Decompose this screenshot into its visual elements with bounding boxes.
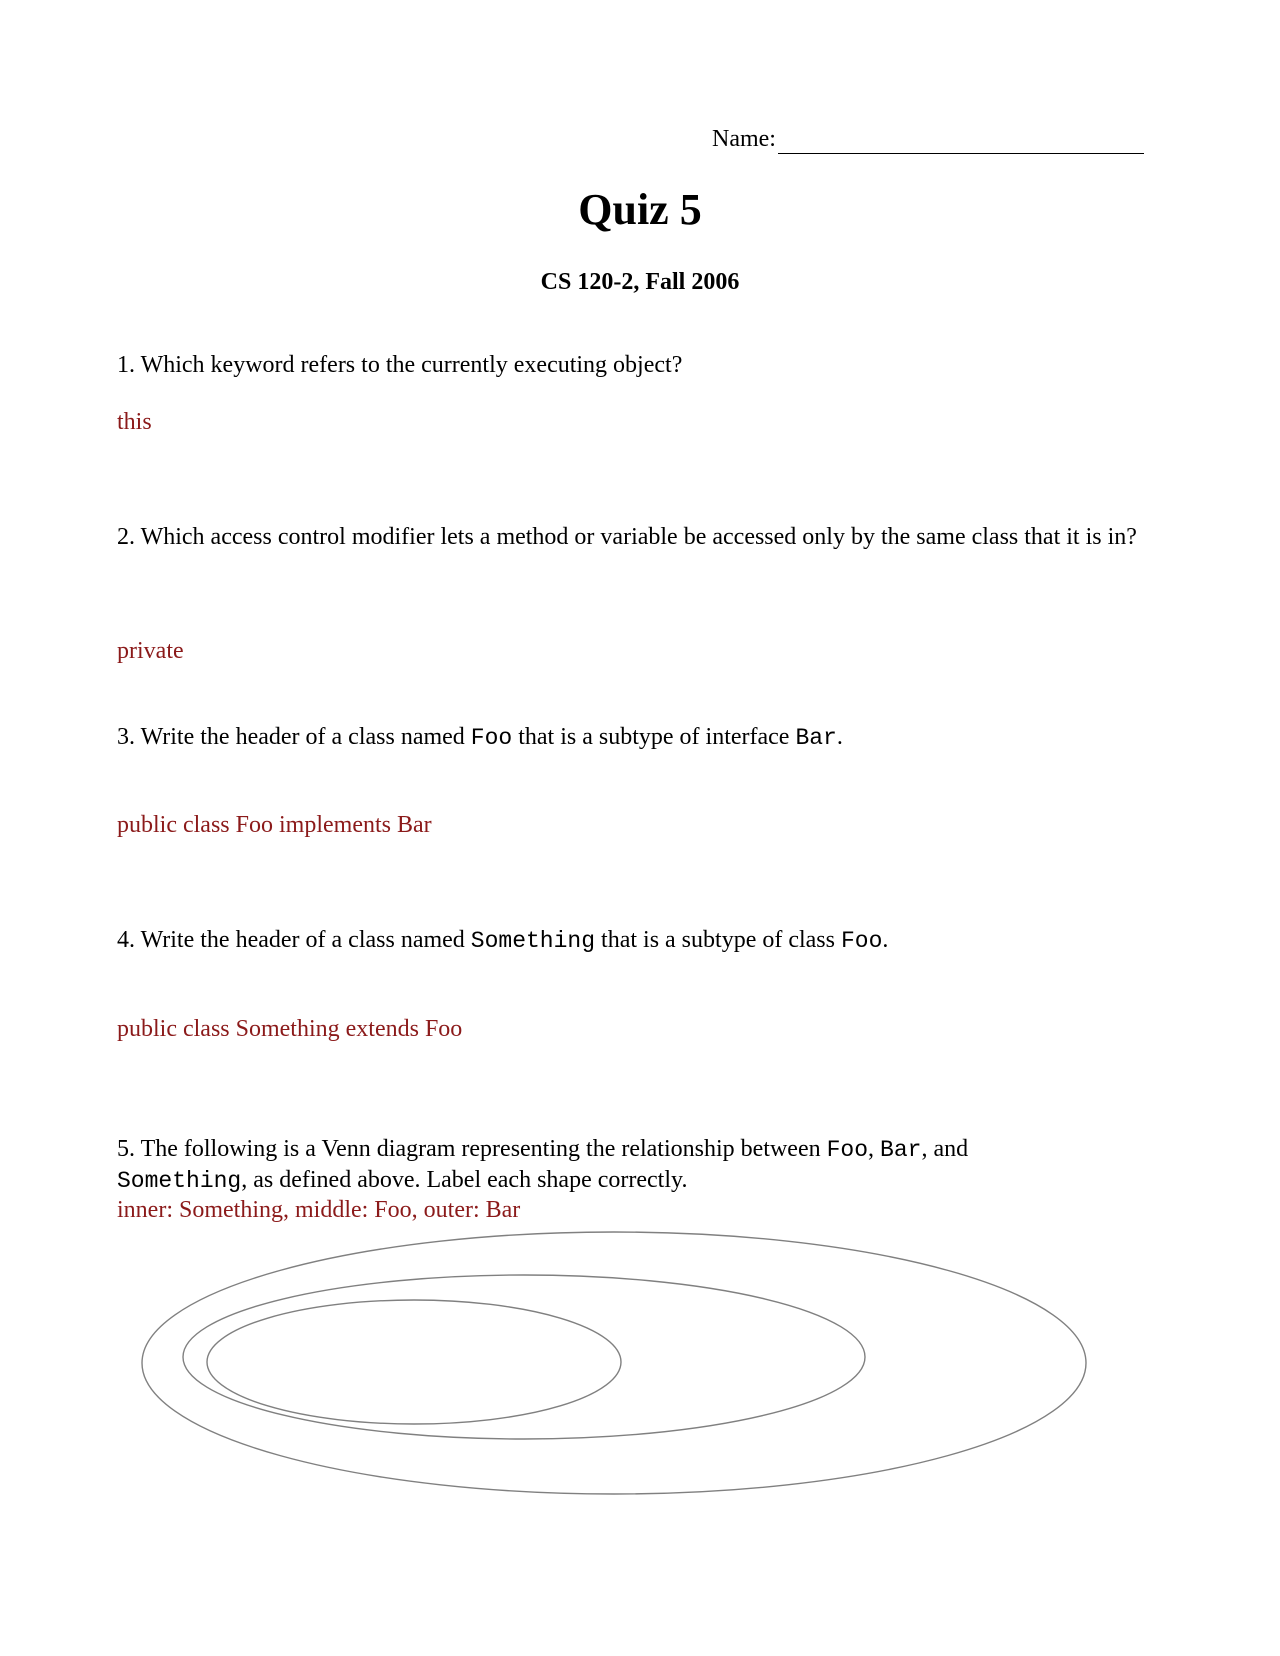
- answer-3: public class Foo implements Bar: [117, 812, 432, 838]
- course-subtitle: CS 120-2, Fall 2006: [540, 269, 740, 295]
- question-number: 2.: [117, 524, 135, 550]
- answer-5: inner: Something, middle: Foo, outer: Bar: [117, 1197, 521, 1223]
- page-title: Quiz 5: [578, 185, 702, 234]
- code-something: Something: [117, 1168, 242, 1194]
- question-text: ,: [868, 1136, 881, 1162]
- question-text: Which keyword refers to the currently executing object?: [140, 352, 683, 378]
- answer-2: private: [117, 638, 184, 664]
- question-text: , and: [921, 1136, 969, 1162]
- question-number: 5.: [117, 1136, 135, 1162]
- code-foo: Foo: [840, 928, 883, 954]
- question-number: 3.: [117, 724, 135, 750]
- inner-ellipse[interactable]: [207, 1300, 621, 1424]
- question-text: .: [882, 927, 889, 953]
- answer-1: this: [117, 409, 152, 435]
- question-number: 4.: [117, 927, 135, 953]
- question-text: that is a subtype of interface: [512, 724, 796, 750]
- code-foo: Foo: [470, 725, 513, 751]
- question-text: Write the header of a class named: [140, 724, 471, 750]
- question-text: Write the header of a class named: [140, 927, 471, 953]
- question-text: The following is a Venn diagram representing the relationship between: [140, 1136, 827, 1162]
- outer-ellipse[interactable]: [142, 1232, 1086, 1494]
- code-foo: Foo: [826, 1137, 869, 1163]
- code-bar: Bar: [880, 1137, 922, 1163]
- question-text: , as defined above. Label each shape correctly.: [241, 1167, 688, 1193]
- question-text: that is a subtype of class: [595, 927, 841, 953]
- question-text: Which access control modifier lets a method or variable be accessed only by the same class that it is in?: [140, 524, 1137, 550]
- question-text: .: [836, 724, 843, 750]
- answer-4: public class Something extends Foo: [117, 1016, 463, 1042]
- question-number: 1.: [117, 352, 135, 378]
- name-label: Name:: [712, 126, 776, 152]
- code-something: Something: [470, 928, 596, 954]
- code-bar: Bar: [795, 725, 837, 751]
